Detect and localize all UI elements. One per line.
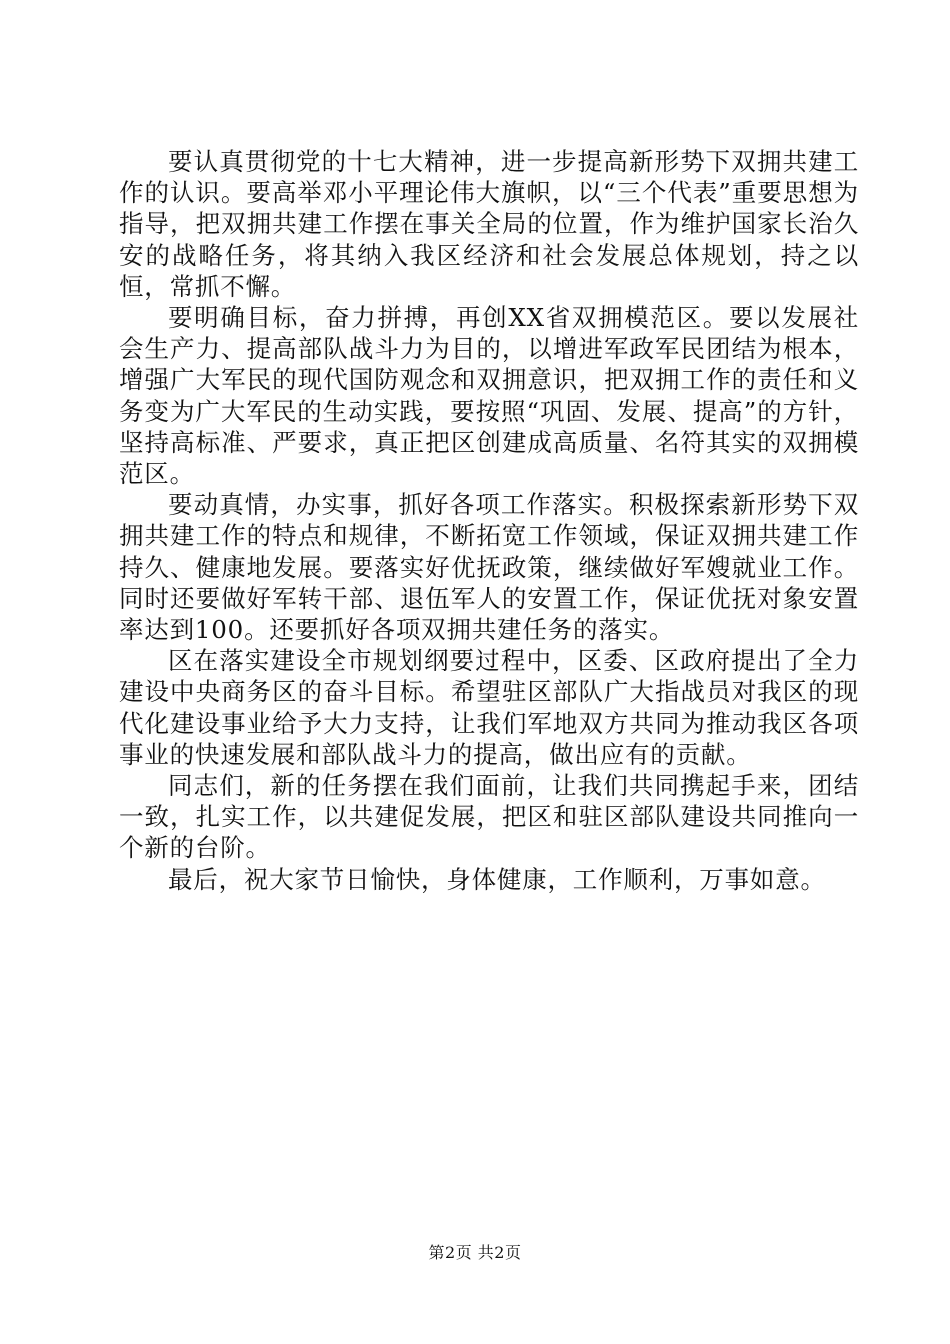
paragraph-4: 区在落实建设全市规划纲要过程中，区委、区政府提出了全力建设中央商务区的奋斗目标。希望驻区部队广大指战员对我区的现代化建设事业给予大力支持，让我们军地双方共同为推动我区各项事业的快速发展和部队战斗力的提高，做出应有的贡献。 xyxy=(119,646,859,769)
paragraph-3: 要动真情，办实事，抓好各项工作落实。积极探索新形势下双拥共建工作的特点和规律，不断拓宽工作领域，保证双拥共建工作持久、健康地发展。要落实好优抚政策，继续做好军嫂就业工作。同时还要做好军转干部、退伍军人的安置工作，保证优抚对象安置率达到100。还要抓好各项双拥共建任务的落实。 xyxy=(119,490,859,645)
document-body xyxy=(119,146,859,895)
paragraph-1: 要认真贯彻党的十七大精神，进一步提高新形势下双拥共建工作的认识。要高举邓小平理论伟大旗帜，以“三个代表”重要思想为指导，把双拥共建工作摆在事关全局的位置，作为维护国家长治久安的战略任务，将其纳入我区经济和社会发展总体规划，持之以恒，常抓不懈。 xyxy=(119,147,859,301)
paragraph-6: 最后，祝大家节日愉快，身体健康，工作顺利，万事如意。 xyxy=(168,864,826,894)
paragraph-2: 要明确目标，奋力拼搏，再创XX省双拥模范区。要以发展社会生产力、提高部队战斗力为目的，以增进军政军民团结为根本，增强广大军民的现代国防观念和双拥意识，把双拥工作的责任和义务变为广大军民的生动实践，要按照“巩固、发展、提高”的方针，坚持高标准、严要求，真正把区创建成高质量、名符其实的双拥模范区。 xyxy=(119,303,859,489)
paragraph-5: 同志们，新的任务摆在我们面前，让我们共同携起手来，团结一致，扎实工作，以共建促发展，把区和驻区部队建设共同推向一个新的台阶。 xyxy=(119,771,859,863)
page-footer: 第2页 共2页 xyxy=(428,1243,522,1262)
